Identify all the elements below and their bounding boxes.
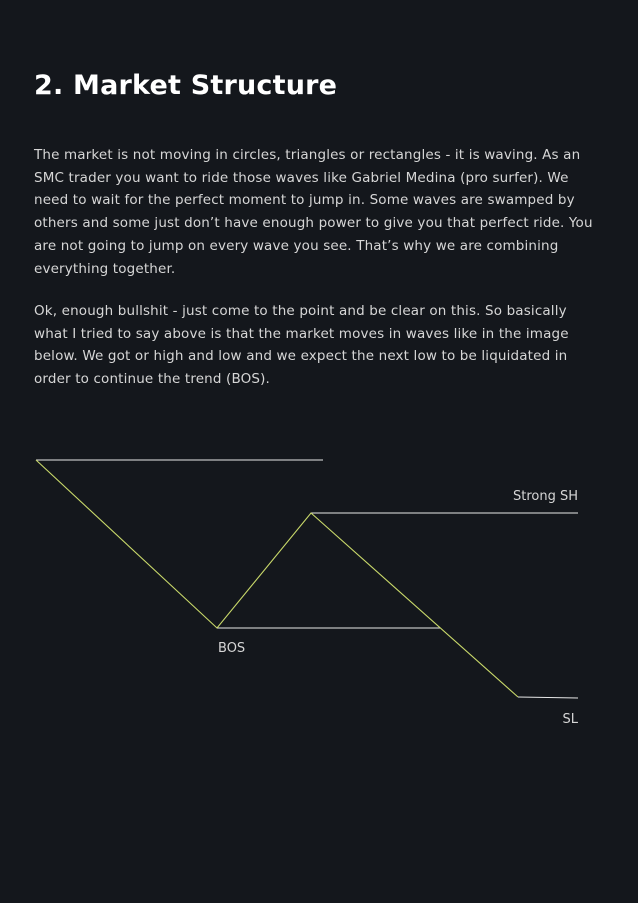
market-structure-diagram (0, 440, 638, 740)
swing-low-level (518, 697, 578, 698)
explanation-paragraph: Ok, enough bullshit - just come to the point and be clear on this. So basically what I tried to say above is that the market moves in waves like in the image below. We got or high and low and we expect the next low to be liquidated in order to continue the trend (BOS). (34, 303, 569, 388)
bos-label: BOS (218, 641, 246, 656)
sl-label: SL (562, 712, 578, 727)
price-wave-line (36, 460, 518, 697)
strong-sh-label: Strong SH (512, 489, 578, 504)
intro-paragraph: The market is not moving in circles, triangles or rectangles - it is waving. As an SMC trader you want to ride those waves like Gabriel Medina (pro surfer). We need to wait for the perfect moment to jump in. Some waves are swamped by others and some just don’t have enough power to give you that perfect ride. You are not going to jump on every wave you see. That’s why we are combining everything together. (34, 147, 593, 277)
section-title: 2. Market Structure (34, 70, 338, 101)
